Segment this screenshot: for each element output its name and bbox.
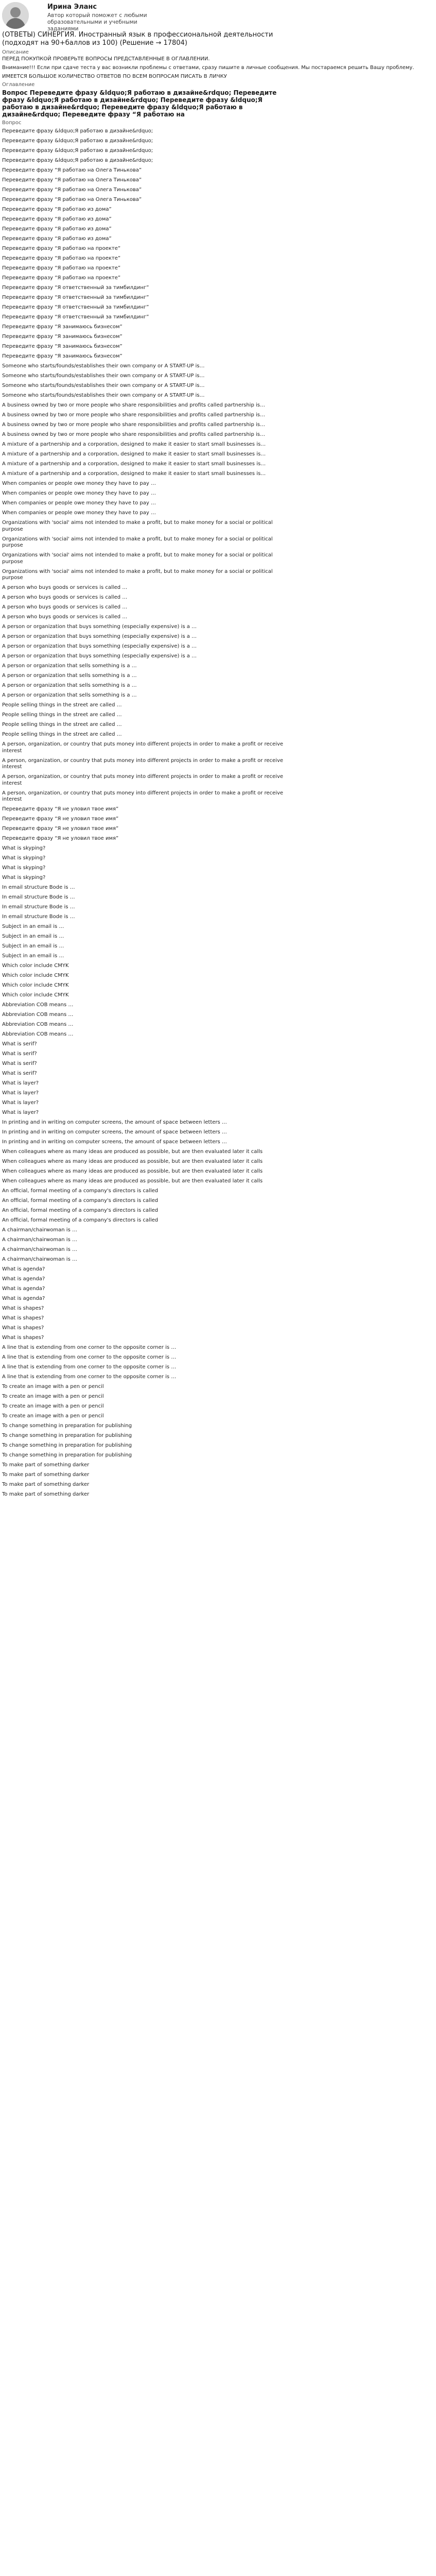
list-item: Abbreviation COB means …: [2, 1012, 74, 1018]
list-item: A person, organization, or country that puts money into different projects in order to make a profit or receive interest: [2, 790, 284, 802]
list-item: What is serif?: [2, 1041, 37, 1047]
author-block: [2, 2, 433, 31]
list-item: Someone who starts/founds/establishes their own company or A START-UP is…: [2, 363, 205, 369]
list-item: What is layer?: [2, 1110, 39, 1115]
list-item: Переведите фразу “Я работаю на Олега Тинькова”: [2, 167, 142, 173]
list-item: A person or organization that buys something (especially expensive) is a …: [2, 634, 197, 639]
list-item: Переведите фразу “Я ответственный за тимбилдинг”: [2, 285, 149, 291]
list-item: Organizations with 'social' aims not intended to make a profit, but to make money for a social or political purpose: [2, 520, 273, 532]
list-item: To make part of something darker: [2, 1492, 90, 1497]
list-item: What is agenda?: [2, 1296, 45, 1301]
list-item: A person or organization that sells something is a …: [2, 663, 137, 669]
list-item: A person or organization that sells something is a …: [2, 673, 137, 679]
list-item: What is skyping?: [2, 875, 46, 880]
list-item: Переведите фразу “Я не уловил твое имя”: [2, 836, 119, 841]
questions-heading: Вопрос: [2, 120, 22, 126]
list-item: Переведите фразу &ldquo;Я работаю в дизайне&rdquo;: [2, 158, 153, 163]
description-heading: Описание: [2, 49, 29, 55]
list-item: A chairman/chairwoman is …: [2, 1227, 77, 1233]
list-item: In printing and in writing on computer screens, the amount of space between letters …: [2, 1139, 227, 1145]
list-item: People selling things in the street are called …: [2, 712, 122, 718]
list-item: A person, organization, or country that puts money into different projects in order to make a profit or receive interest: [2, 741, 284, 754]
description-line: ПЕРЕД ПОКУПКОЙ ПРОВЕРЬТЕ ВОПРОСЫ ПРЕДСТАВЛЕННЫЕ В ОГЛАВЛЕНИИ.: [2, 56, 210, 62]
list-item: A person or organization that sells something is a …: [2, 683, 137, 688]
question-list: [2, 128, 433, 1498]
list-item: Переведите фразу &ldquo;Я работаю в дизайне&rdquo;: [2, 138, 153, 144]
list-item: Переведите фразу “Я не уловил твое имя”: [2, 806, 119, 812]
list-item: Subject in an email is …: [2, 924, 64, 929]
list-item: A person who buys goods or services is called …: [2, 595, 128, 600]
list-item: Переведите фразу “Я работаю из дома”: [2, 207, 112, 212]
list-item: Which color include CMYK: [2, 973, 69, 978]
list-item: A business owned by two or more people who share responsibilities and profits called partnership is…: [2, 402, 265, 408]
list-item: A line that is extending from one corner to the opposite corner is …: [2, 1364, 177, 1370]
list-item: Переведите фразу “Я работаю на Олега Тинькова”: [2, 187, 142, 193]
toc-bold-questions: Вопрос Переведите фразу &ldquo;Я работаю в дизайне&rdquo; Переведите фразу &ldquo;Я работаю в дизайне&rdquo; Переведите фразу &ldquo;Я работаю в дизайне&rdquo; Переведите фразу &ldquo;Я работаю в дизайне&rdquo; Переведите фразу “Я работаю на: [2, 89, 277, 118]
list-item: A mixture of a partnership and a corporation, designed to make it easier to start small businesses is…: [2, 471, 266, 477]
list-item: A person or organization that sells something is a …: [2, 692, 137, 698]
list-item: To make part of something darker: [2, 1462, 90, 1468]
avatar[interactable]: [2, 2, 29, 29]
list-item: Переведите фразу “Я работаю на Олега Тинькова”: [2, 197, 142, 202]
list-item: Abbreviation COB means …: [2, 1031, 74, 1037]
description-line: ИМЕЕТСЯ БОЛЬШОЕ КОЛИЧЕСТВО ОТВЕТОВ ПО ВСЕМ ВОПРОСАМ ПИСАТЬ В ЛИЧКУ: [2, 74, 227, 79]
list-item: In printing and in writing on computer screens, the amount of space between letters …: [2, 1120, 227, 1125]
list-item: People selling things in the street are called …: [2, 702, 122, 708]
list-item: Переведите фразу “Я работаю на проекте”: [2, 275, 121, 281]
list-item: Переведите фразу “Я работаю из дома”: [2, 216, 112, 222]
list-item: People selling things in the street are called …: [2, 722, 122, 727]
list-item: Переведите фразу “Я ответственный за тимбилдинг”: [2, 295, 149, 300]
list-item: A mixture of a partnership and a corporation, designed to make it easier to start small businesses is…: [2, 442, 266, 447]
list-item: What is skyping?: [2, 865, 46, 871]
list-item: Someone who starts/founds/establishes their own company or A START-UP is…: [2, 373, 205, 379]
list-item: In printing and in writing on computer screens, the amount of space between letters …: [2, 1129, 227, 1135]
list-item: A mixture of a partnership and a corporation, designed to make it easier to start small businesses is…: [2, 461, 266, 467]
list-item: A person, organization, or country that puts money into different projects in order to make a profit or receive interest: [2, 774, 284, 786]
description-section: [2, 49, 433, 80]
toc-heading: Оглавление: [2, 82, 35, 88]
author-info: [47, 2, 166, 32]
user-photo-icon: [2, 2, 29, 29]
list-item: A person or organization that buys something (especially expensive) is a …: [2, 653, 197, 659]
list-item: A person who buys goods or services is called …: [2, 604, 128, 610]
list-item: When colleagues where as many ideas are produced as possible, but are then evaluated later it calls: [2, 1159, 263, 1164]
list-item: In email structure Bode is …: [2, 894, 75, 900]
list-item: What is serif?: [2, 1051, 37, 1057]
author-description: Автор который поможет с любыми образовательными и учебными заданиями: [47, 12, 147, 32]
list-item: When colleagues where as many ideas are produced as possible, but are then evaluated later it calls: [2, 1178, 263, 1184]
list-item: Переведите фразу &ldquo;Я работаю в дизайне&rdquo;: [2, 128, 153, 134]
list-item: In email structure Bode is …: [2, 885, 75, 890]
list-item: When colleagues where as many ideas are produced as possible, but are then evaluated later it calls: [2, 1168, 263, 1174]
list-item: A line that is extending from one corner to the opposite corner is …: [2, 1345, 177, 1350]
list-item: Переведите фразу “Я работаю на Олега Тинькова”: [2, 177, 142, 183]
list-item: Someone who starts/founds/establishes their own company or A START-UP is…: [2, 393, 205, 398]
list-item: Organizations with 'social' aims not intended to make a profit, but to make money for a social or political purpose: [2, 552, 273, 565]
list-item: Переведите фразу “Я ответственный за тимбилдинг”: [2, 314, 149, 320]
list-item: In email structure Bode is …: [2, 904, 75, 910]
list-item: Переведите фразу “Я работаю на проекте”: [2, 246, 121, 251]
list-item: A chairman/chairwoman is …: [2, 1237, 77, 1243]
list-item: A chairman/chairwoman is …: [2, 1257, 77, 1262]
list-item: To make part of something darker: [2, 1472, 90, 1478]
list-item: What is shapes?: [2, 1335, 44, 1341]
list-item: To change something in preparation for publishing: [2, 1443, 132, 1448]
list-item: Subject in an email is …: [2, 943, 64, 949]
author-name[interactable]: Ирина Эланс: [47, 3, 97, 11]
list-item: A business owned by two or more people who share responsibilities and profits called partnership is…: [2, 422, 265, 428]
list-item: Переведите фразу &ldquo;Я работаю в дизайне&rdquo;: [2, 148, 153, 154]
list-item: To change something in preparation for publishing: [2, 1452, 132, 1458]
list-item: What is agenda?: [2, 1266, 45, 1272]
list-item: People selling things in the street are called …: [2, 732, 122, 737]
list-item: Abbreviation COB means …: [2, 1002, 74, 1008]
list-item: Переведите фразу “Я работаю из дома”: [2, 236, 112, 242]
list-item: An official, formal meeting of a company's directors is called: [2, 1217, 159, 1223]
list-item: A chairman/chairwoman is …: [2, 1247, 77, 1252]
list-item: Which color include CMYK: [2, 982, 69, 988]
list-item: A person who buys goods or services is called …: [2, 614, 128, 620]
list-item: When companies or people owe money they have to pay …: [2, 510, 156, 516]
list-item: To change something in preparation for publishing: [2, 1433, 132, 1438]
list-item: Переведите фразу “Я занимаюсь бизнесом”: [2, 334, 123, 340]
list-item: Переведите фразу “Я занимаюсь бизнесом”: [2, 353, 123, 359]
list-item: To create an image with a pen or pencil: [2, 1384, 104, 1389]
list-item: Abbreviation COB means …: [2, 1022, 74, 1027]
list-item: Which color include CMYK: [2, 963, 69, 969]
list-item: A person who buys goods or services is called …: [2, 585, 128, 590]
list-item: A person or organization that buys something (especially expensive) is a …: [2, 643, 197, 649]
list-item: Subject in an email is …: [2, 953, 64, 959]
list-item: To create an image with a pen or pencil: [2, 1413, 104, 1419]
list-item: A person or organization that buys something (especially expensive) is a …: [2, 624, 197, 630]
list-item: Переведите фразу “Я работаю на проекте”: [2, 256, 121, 261]
list-item: Переведите фразу “Я занимаюсь бизнесом”: [2, 324, 123, 330]
list-item: When colleagues where as many ideas are produced as possible, but are then evaluated later it calls: [2, 1149, 263, 1155]
list-item: Переведите фразу “Я работаю из дома”: [2, 226, 112, 232]
list-item: A person, organization, or country that puts money into different projects in order to make a profit or receive interest: [2, 757, 284, 770]
list-item: When companies or people owe money they have to pay …: [2, 490, 156, 496]
list-item: Переведите фразу “Я работаю на проекте”: [2, 265, 121, 271]
list-item: Переведите фразу “Я не уловил твое имя”: [2, 826, 119, 832]
list-item: What is serif?: [2, 1071, 37, 1076]
list-item: Переведите фразу “Я ответственный за тимбилдинг”: [2, 304, 149, 310]
list-item: Переведите фразу “Я не уловил твое имя”: [2, 816, 119, 822]
list-item: What is layer?: [2, 1100, 39, 1106]
list-item: A mixture of a partnership and a corporation, designed to make it easier to start small businesses is…: [2, 451, 266, 457]
list-item: What is layer?: [2, 1090, 39, 1096]
list-item: What is agenda?: [2, 1276, 45, 1282]
list-item: What is serif?: [2, 1061, 37, 1066]
list-item: To create an image with a pen or pencil: [2, 1403, 104, 1409]
toc-section: [2, 82, 433, 1498]
list-item: Subject in an email is …: [2, 934, 64, 939]
list-item: Organizations with 'social' aims not intended to make a profit, but to make money for a social or political purpose: [2, 536, 273, 548]
list-item: A business owned by two or more people who share responsibilities and profits called partnership is…: [2, 412, 265, 418]
list-item: Переведите фразу “Я занимаюсь бизнесом”: [2, 344, 123, 349]
list-item: An official, formal meeting of a company's directors is called: [2, 1188, 159, 1194]
list-item: To change something in preparation for publishing: [2, 1423, 132, 1429]
list-item: When companies or people owe money they have to pay …: [2, 481, 156, 486]
list-item: To create an image with a pen or pencil: [2, 1394, 104, 1399]
list-item: What is layer?: [2, 1080, 39, 1086]
list-item: A line that is extending from one corner to the opposite corner is …: [2, 1354, 177, 1360]
list-item: When companies or people owe money they have to pay …: [2, 500, 156, 506]
list-item: An official, formal meeting of a company's directors is called: [2, 1198, 159, 1204]
list-item: Which color include CMYK: [2, 992, 69, 998]
list-item: An official, formal meeting of a company's directors is called: [2, 1208, 159, 1213]
description-line: Внимание!!! Если при сдаче теста у вас возникли проблемы с ответами, сразу пишите в личные сообщения. Мы постараемся решить Вашу проблему.: [2, 65, 414, 71]
list-item: Organizations with 'social' aims not intended to make a profit, but to make money for a social or political purpose: [2, 568, 273, 581]
list-item: What is skyping?: [2, 845, 46, 851]
list-item: What is skyping?: [2, 855, 46, 861]
list-item: In email structure Bode is …: [2, 914, 75, 920]
list-item: What is shapes?: [2, 1315, 44, 1321]
list-item: What is shapes?: [2, 1325, 44, 1331]
list-item: A line that is extending from one corner to the opposite corner is …: [2, 1374, 177, 1380]
page-title: (ОТВЕТЫ) СИНЕРГИЯ. Иностранный язык в профессиональной деятельности (подходят на 90+баллов из 100) (Решение → 17804): [2, 31, 273, 47]
list-item: What is agenda?: [2, 1286, 45, 1292]
list-item: To make part of something darker: [2, 1482, 90, 1487]
list-item: A business owned by two or more people who share responsibilities and profits called partnership is…: [2, 432, 265, 437]
list-item: Someone who starts/founds/establishes their own company or A START-UP is…: [2, 383, 205, 388]
list-item: What is shapes?: [2, 1306, 44, 1311]
